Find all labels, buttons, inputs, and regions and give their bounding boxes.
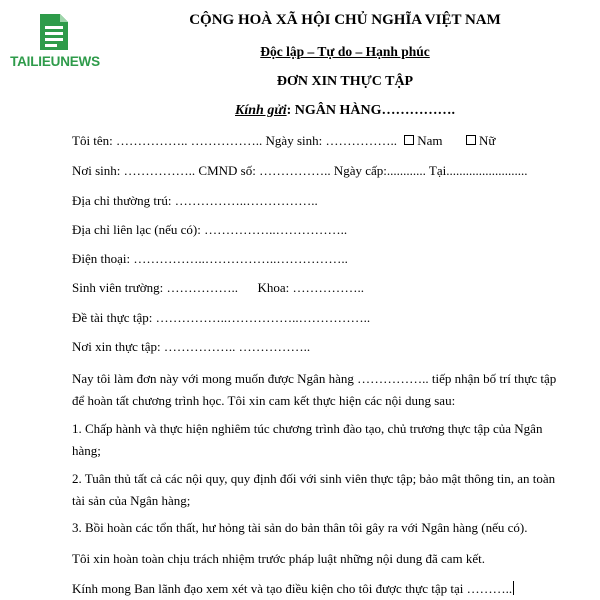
topic-field[interactable]: Đề tài thực tập: ……………..……………..…………….. (72, 310, 371, 325)
permanent-address-field[interactable]: Địa chỉ thường trú: ……………..…………….. (72, 193, 318, 208)
faculty-field[interactable]: Khoa: …………….. (257, 280, 364, 295)
logo-text: TAILIEUNEWS (10, 54, 100, 69)
request-text: Kính mong Ban lãnh đạo xem xét và tạo điều kiện cho tôi được thực tập tại ……….. (72, 581, 513, 596)
recipient-label: Kính gửi (235, 103, 287, 118)
internship-place-field[interactable]: Nơi xin thực tập: …………….. …………….. (72, 339, 311, 354)
phone-field[interactable]: Điện thoại: ……………..……………..…………….. (72, 251, 348, 266)
female-label: Nữ (479, 133, 496, 148)
male-checkbox[interactable] (404, 135, 414, 145)
school-field[interactable]: Sinh viên trường: …………….. (72, 280, 238, 295)
commitment-item-1: 1. Chấp hành và thực hiện nghiêm túc chương trình đào tạo, chủ trương thực tập của Ngân hàng; (72, 421, 543, 458)
recipient-value: : NGÂN HÀNG……………. (286, 103, 455, 118)
dob-field[interactable]: Ngày sinh: …………….. (262, 133, 401, 148)
pob-field[interactable]: Nơi sinh: …………….. CMND số: …………….. Ngày cấp:............ Tại......................... (72, 163, 528, 178)
responsibility-statement: Tôi xin hoàn toàn chịu trách nhiệm trước pháp luật những nội dung đã cam kết. (72, 551, 486, 566)
document-icon (36, 12, 72, 52)
motto: Độc lập – Tự do – Hạnh phúc (260, 44, 430, 59)
name-line (72, 133, 495, 149)
school-line (72, 280, 364, 296)
female-checkbox[interactable] (466, 135, 476, 145)
recipient-line (90, 103, 600, 119)
document-title: ĐƠN XIN THỰC TẬP (276, 74, 414, 89)
contact-address-field[interactable]: Địa chỉ liên lạc (nếu có): ……………..…………….. (72, 222, 348, 237)
commitment-item-2: 2. Tuân thủ tất cả các nội quy, quy định đối với sinh viên thực tập; bảo mật thông tin, an toàn tài sản của Ngân hàng; (72, 471, 556, 508)
logo (10, 12, 100, 72)
national-title: CỘNG HOÀ XÃ HỘI CHỦ NGHĨA VIỆT NAM (189, 12, 501, 28)
commitment-item-3: 3. Bồi hoàn các tổn thất, hư hỏng tài sản do bản thân tôi gây ra với Ngân hàng (nếu có). (72, 520, 528, 535)
male-label: Nam (417, 133, 443, 148)
name-field[interactable]: Tôi tên: …………….. …………….. (72, 133, 263, 148)
text-cursor (513, 581, 514, 595)
intro-paragraph: Nay tôi làm đơn này với mong muốn được Ngân hàng …………….. tiếp nhận bố trí thực tập để hoàn tất chương trình học. Tôi xin cam kết thực hiện các nội dung sau: (72, 371, 557, 408)
request-line (72, 581, 514, 597)
